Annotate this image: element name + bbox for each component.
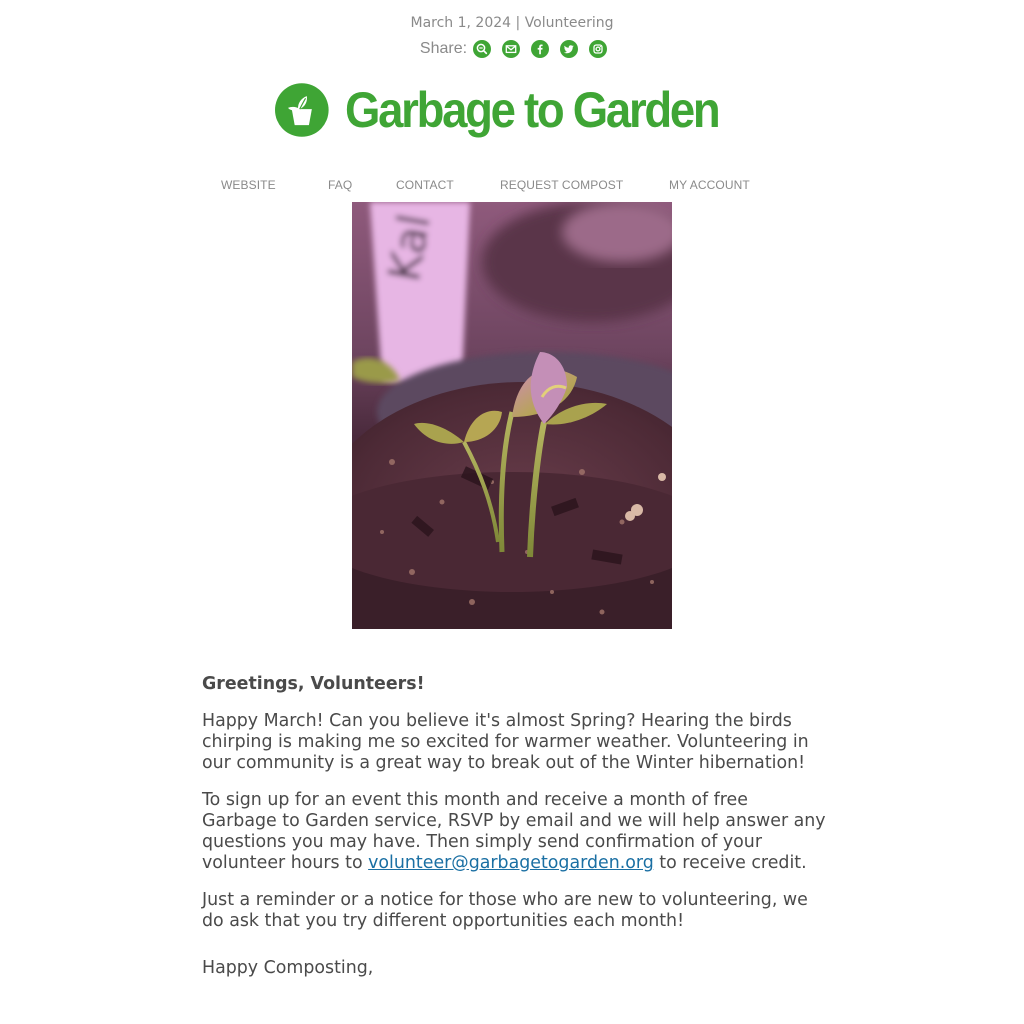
nav-website[interactable]: WEBSITE	[221, 178, 276, 192]
paragraph-signup-text-end: to receive credit.	[653, 853, 807, 873]
paragraph-intro: Happy March! Can you believe it's almost Spring? Hearing the birds chirping is making me so excited for warmer weather. Volunteering in our community is a great way to break out of the Winter hibernation!	[202, 711, 809, 773]
brand-logo[interactable]	[275, 76, 755, 144]
compost-bin-logo-icon	[275, 78, 329, 142]
share-label: Share:	[419, 40, 468, 57]
top-nav	[0, 177, 1024, 193]
nav-faq[interactable]: FAQ	[328, 178, 353, 192]
nav-contact[interactable]: CONTACT	[396, 178, 454, 192]
paragraph-signup	[202, 790, 828, 874]
post-category: Volunteering	[524, 15, 614, 31]
newsletter-body	[202, 674, 828, 995]
share-bar	[0, 40, 1024, 58]
email-icon[interactable]	[502, 40, 520, 58]
facebook-icon[interactable]	[531, 40, 549, 58]
twitter-icon[interactable]	[560, 40, 578, 58]
post-date: March 1, 2024	[410, 15, 512, 31]
paragraph-reminder: Just a reminder or a notice for those who are new to volunteering, we do ask that you try different opportunities each month!	[202, 890, 808, 931]
greeting: Greetings, Volunteers!	[202, 674, 425, 694]
hero-image-seedling	[352, 202, 672, 629]
paragraph-signup-text: To sign up for an event this month and receive a month of free Garbage to Garden service, RSVP by email and we will help answer any questions you may have. Then simply send confirmation of your volunteer hours to	[202, 790, 826, 873]
nav-request-compost[interactable]: REQUEST COMPOST	[500, 178, 624, 192]
meta-separator: |	[515, 15, 521, 31]
signoff: Happy Composting,	[202, 958, 374, 978]
nav-my-account[interactable]: MY ACCOUNT	[669, 178, 750, 192]
marker-text: Kal	[378, 210, 441, 286]
instagram-icon[interactable]	[589, 40, 607, 58]
zoom-icon[interactable]	[473, 40, 491, 58]
volunteer-email-link[interactable]: volunteer@garbagetogarden.org	[368, 853, 654, 873]
brand-name: Garbage to Garden	[344, 82, 719, 138]
post-meta	[0, 14, 1024, 32]
